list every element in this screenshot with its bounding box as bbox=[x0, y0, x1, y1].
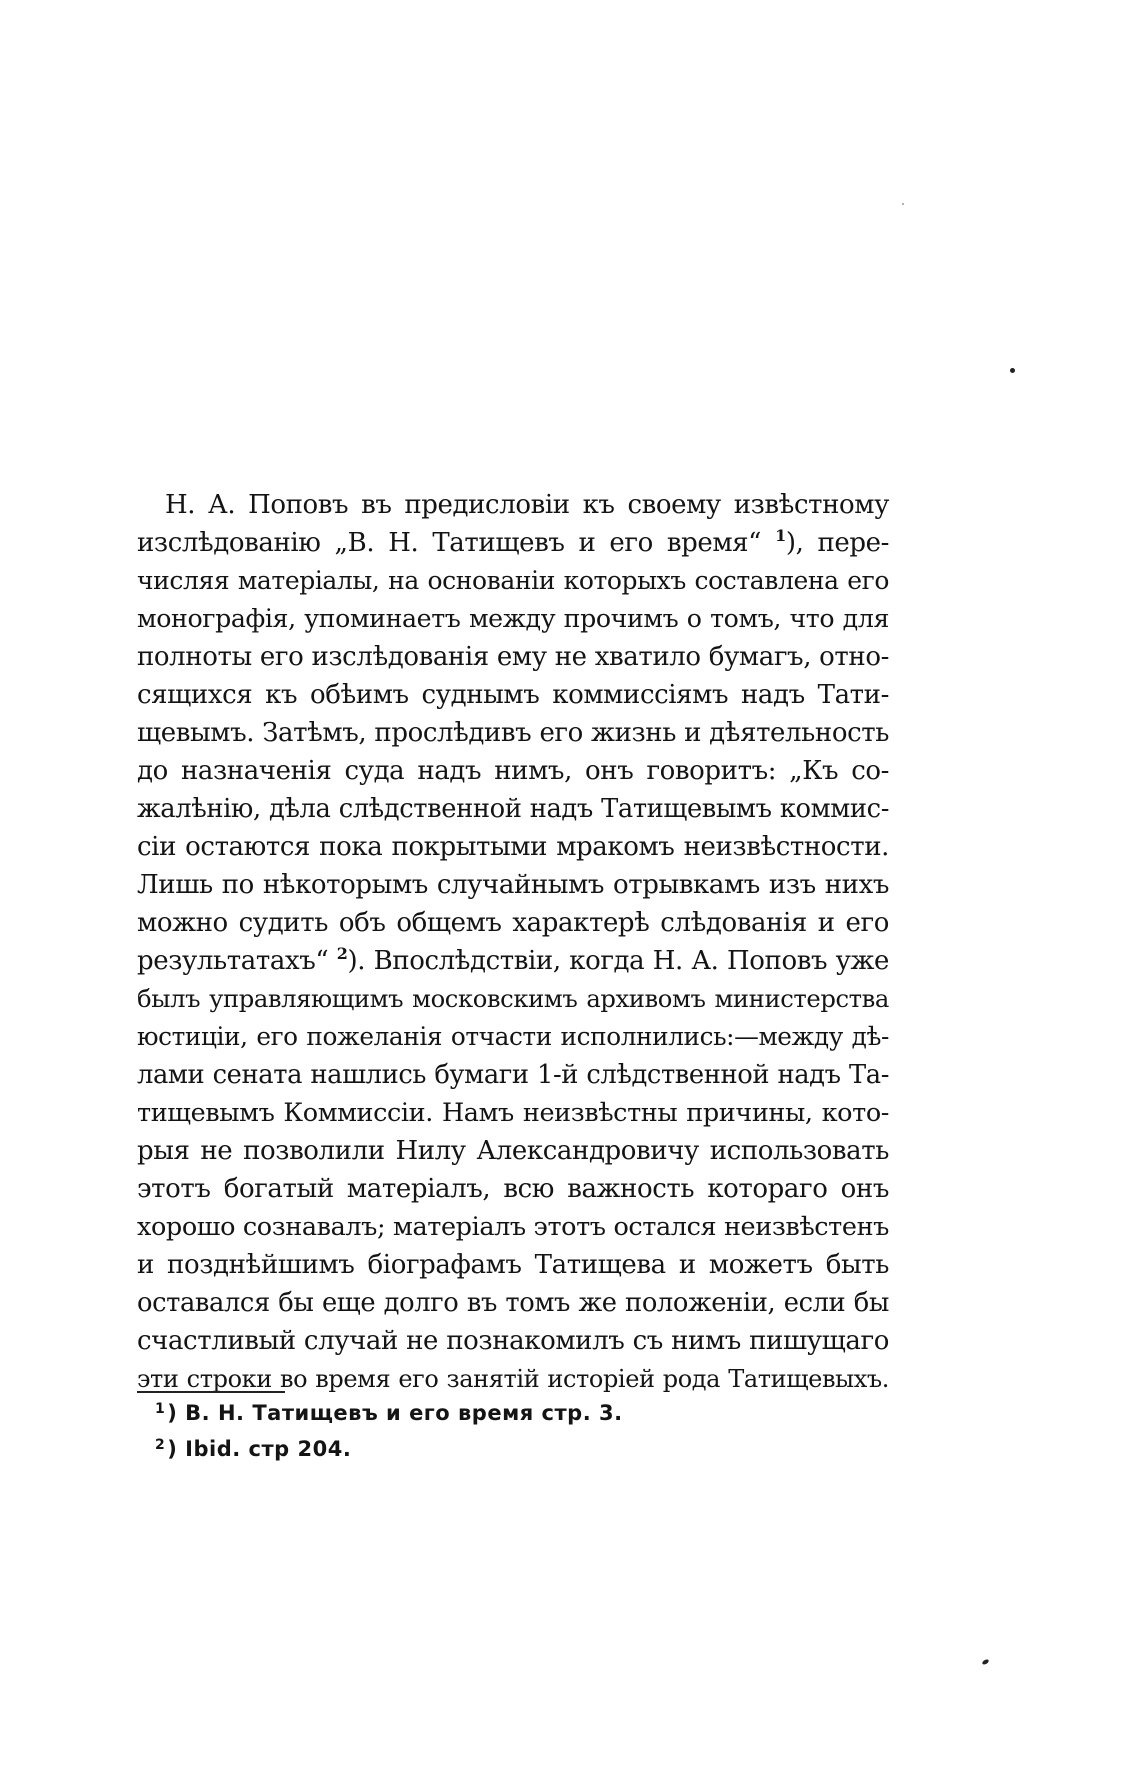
footnote-text: ) Ibid. стр 204. bbox=[167, 1437, 352, 1461]
footnote-text: ) В. Н. Татищевъ и его время стр. 3. bbox=[167, 1401, 623, 1425]
footnote-2 bbox=[155, 1431, 755, 1467]
footnote-separator bbox=[137, 1391, 285, 1393]
text-line: Н. А. Поповъ въ предисловіи къ своему извѣстному bbox=[165, 490, 889, 520]
print-speck bbox=[981, 1659, 989, 1666]
text-line: Лишь по нѣкоторымъ случайнымъ отрывкамъ изъ нихъ bbox=[137, 870, 889, 900]
footnote-reference: 1 bbox=[775, 526, 786, 545]
text-line: можно судить объ общемъ характерѣ слѣдованія и его bbox=[137, 908, 889, 938]
text-line: сящихся къ обѣимъ суднымъ коммиссіямъ надъ Тати- bbox=[137, 680, 889, 710]
text-line: полноты его изслѣдованія ему не хватило бумагъ, отно- bbox=[137, 642, 889, 672]
text-line: и позднѣйшимъ біографамъ Татищева и можетъ быть bbox=[137, 1250, 889, 1280]
main-paragraph bbox=[137, 486, 889, 1398]
text-line: жалѣнію, дѣла слѣдственной надъ Татищевымъ коммис- bbox=[137, 794, 889, 824]
text-line: изслѣдованію „В. Н. Татищевъ и его время“ $^1$), пере- bbox=[137, 526, 889, 558]
text-line: до назначенія суда надъ нимъ, онъ говоритъ: „Къ со- bbox=[137, 756, 889, 786]
text-line: монографія, упоминаетъ между прочимъ о томъ, что для bbox=[137, 604, 889, 633]
text-line: числяя матеріалы, на основаніи которыхъ составлена его bbox=[137, 566, 889, 595]
print-speck bbox=[1010, 368, 1015, 373]
text-line: эти строки во время его занятій исторіей рода Татищевыхъ. bbox=[137, 1365, 889, 1393]
text-line: сіи остаются пока покрытыми мракомъ неизвѣстности. bbox=[137, 832, 889, 862]
print-speck bbox=[902, 203, 904, 205]
footnotes bbox=[155, 1395, 755, 1467]
text-line: счастливый случай не познакомилъ съ нимъ пишущаго bbox=[137, 1326, 889, 1356]
footnote-1 bbox=[155, 1395, 755, 1431]
footnote-reference: 2 bbox=[336, 944, 348, 963]
footnote-mark: 1 bbox=[155, 1401, 166, 1417]
text-line: юстиціи, его пожеланія отчасти исполнились:—между дѣ- bbox=[137, 1022, 889, 1051]
text-line: рыя не позволили Нилу Александровичу использовать bbox=[137, 1136, 889, 1166]
text-line: щевымъ. Затѣмъ, прослѣдивъ его жизнь и дѣятельность bbox=[137, 718, 889, 748]
text-line: лами сената нашлись бумаги 1-й слѣдственной надъ Та- bbox=[137, 1060, 889, 1090]
text-line: хорошо сознавалъ; матеріалъ этотъ остался неизвѣстенъ bbox=[137, 1212, 889, 1242]
footnote-mark: 2 bbox=[155, 1437, 166, 1453]
text-line: этотъ богатый матеріалъ, всю важность котораго онъ bbox=[137, 1174, 889, 1204]
text-line: былъ управляющимъ московскимъ архивомъ министерства bbox=[137, 984, 889, 1013]
text-line: оставался бы еще долго въ томъ же положеніи, если бы bbox=[137, 1288, 889, 1318]
text-line: результатахъ“ $^2$). Впослѣдствіи, когда Н. А. Поповъ уже bbox=[137, 944, 889, 976]
text-line: тищевымъ Коммиссіи. Намъ неизвѣстны причины, кото- bbox=[137, 1098, 889, 1128]
